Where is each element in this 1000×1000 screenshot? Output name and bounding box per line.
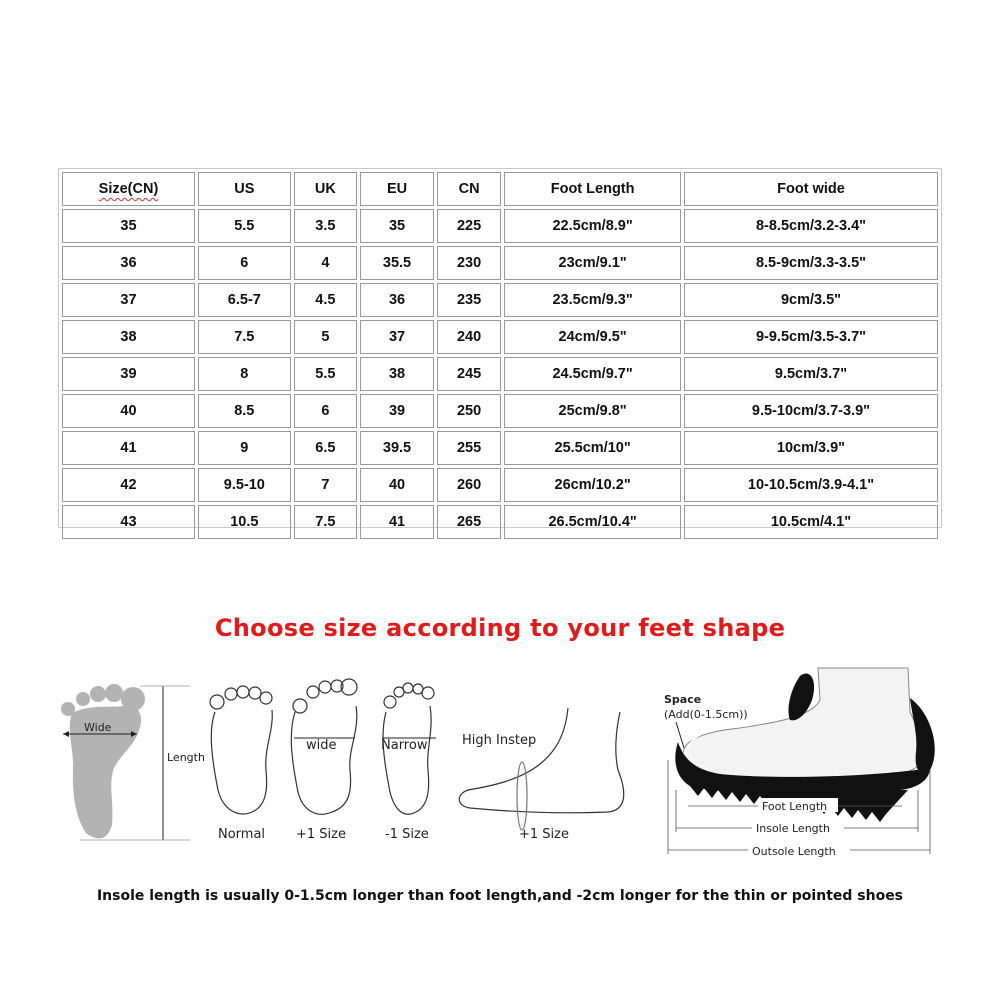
narrow-toe-3	[403, 683, 413, 693]
cell-foot-wide: 9-9.5cm/3.5-3.7"	[684, 320, 938, 354]
cell-uk: 7	[294, 468, 357, 502]
foot-length-label: Foot Length	[762, 800, 828, 813]
wide-toe-1	[293, 699, 307, 713]
cell-size-cn: 36	[62, 246, 195, 280]
table-row	[62, 431, 938, 465]
cell-foot-wide: 9.5cm/3.7"	[684, 357, 938, 391]
cell-foot-length: 25.5cm/10"	[504, 431, 681, 465]
cell-uk: 6.5	[294, 431, 357, 465]
toe-5	[121, 687, 145, 711]
length-label: Length	[167, 751, 205, 764]
table-row	[62, 468, 938, 502]
cell-cn: 225	[437, 209, 501, 243]
cell-foot-wide: 9cm/3.5"	[684, 283, 938, 317]
cell-cn: 240	[437, 320, 501, 354]
cell-size-cn: 40	[62, 394, 195, 428]
insole-length-note: Insole length is usually 0-1.5cm longer than foot length,and -2cm longer for the thin or pointed shoes	[96, 888, 904, 904]
cell-foot-wide: 10.5cm/4.1"	[684, 505, 938, 539]
normal-toe-5	[260, 692, 272, 704]
narrow-toe-1	[384, 696, 396, 708]
cell-eu: 39.5	[360, 431, 434, 465]
cell-uk: 7.5	[294, 505, 357, 539]
cell-foot-wide: 9.5-10cm/3.7-3.9"	[684, 394, 938, 428]
normal-toe-4	[249, 687, 261, 699]
toe-1	[61, 702, 75, 716]
wide-toe-3	[319, 681, 331, 693]
cell-eu: 38	[360, 357, 434, 391]
normal-toe-3	[237, 686, 249, 698]
table-header-row	[62, 172, 938, 206]
cell-cn: 265	[437, 505, 501, 539]
insole-length-label: Insole Length	[756, 822, 830, 835]
normal-toe-2	[225, 688, 237, 700]
cell-foot-wide: 8.5-9cm/3.3-3.5"	[684, 246, 938, 280]
toe-4	[105, 684, 123, 702]
table-row	[62, 246, 938, 280]
cell-eu: 39	[360, 394, 434, 428]
header-cn: CN	[437, 172, 501, 206]
toe-2	[76, 692, 90, 706]
cell-us: 8.5	[198, 394, 291, 428]
header-foot-length: Foot Length	[504, 172, 681, 206]
header-foot-wide: Foot wide	[684, 172, 938, 206]
minus-one-size-label: -1 Size	[385, 827, 429, 842]
cell-cn: 230	[437, 246, 501, 280]
cell-size-cn: 39	[62, 357, 195, 391]
cell-cn: 245	[437, 357, 501, 391]
cell-eu: 35.5	[360, 246, 434, 280]
normal-foot-outline	[210, 686, 272, 814]
cell-uk: 6	[294, 394, 357, 428]
cell-uk: 3.5	[294, 209, 357, 243]
foot-shape-diagram	[0, 660, 1000, 870]
cell-uk: 5	[294, 320, 357, 354]
cell-foot-length: 26.5cm/10.4"	[504, 505, 681, 539]
narrow-foot-label: Narrow	[381, 738, 428, 753]
narrow-foot-sole	[383, 706, 431, 814]
wide-foot-sole	[291, 706, 357, 814]
cell-eu: 36	[360, 283, 434, 317]
cell-us: 6	[198, 246, 291, 280]
cell-foot-length: 24.5cm/9.7"	[504, 357, 681, 391]
cell-foot-length: 22.5cm/8.9"	[504, 209, 681, 243]
cell-cn: 235	[437, 283, 501, 317]
wide-toe-2	[307, 686, 319, 698]
cell-size-cn: 35	[62, 209, 195, 243]
cell-cn: 255	[437, 431, 501, 465]
cell-uk: 5.5	[294, 357, 357, 391]
high-instep-foot	[459, 708, 623, 830]
narrow-toe-5	[422, 687, 434, 699]
toe-3	[90, 686, 106, 702]
cell-us: 10.5	[198, 505, 291, 539]
wide-foot-label: wide	[306, 738, 337, 753]
table-row	[62, 357, 938, 391]
cell-foot-wide: 10cm/3.9"	[684, 431, 938, 465]
space-label: Space	[664, 693, 702, 706]
cell-foot-length: 25cm/9.8"	[504, 394, 681, 428]
plus-one-size-label: +1 Size	[296, 827, 346, 842]
cell-us: 7.5	[198, 320, 291, 354]
instep-plus-one-label: +1 Size	[519, 827, 569, 842]
high-instep-label: High Instep	[462, 733, 537, 748]
footprint-illustration	[61, 684, 205, 840]
header-us: US	[198, 172, 291, 206]
table-row	[62, 320, 938, 354]
cell-uk: 4	[294, 246, 357, 280]
instep-measure	[517, 762, 527, 830]
normal-label: Normal	[218, 827, 266, 842]
cell-cn: 250	[437, 394, 501, 428]
cell-eu: 35	[360, 209, 434, 243]
header-eu: EU	[360, 172, 434, 206]
normal-toe-1	[210, 695, 224, 709]
instep-foot-outline	[459, 708, 623, 813]
cell-us: 9.5-10	[198, 468, 291, 502]
size-guide-heading: Choose size according to your feet shape	[214, 614, 786, 642]
cell-eu: 40	[360, 468, 434, 502]
cell-foot-wide: 10-10.5cm/3.9-4.1"	[684, 468, 938, 502]
cell-size-cn: 38	[62, 320, 195, 354]
cell-us: 6.5-7	[198, 283, 291, 317]
table-row	[62, 283, 938, 317]
cell-eu: 37	[360, 320, 434, 354]
cell-us: 5.5	[198, 209, 291, 243]
cell-size-cn: 37	[62, 283, 195, 317]
cell-foot-length: 24cm/9.5"	[504, 320, 681, 354]
size-chart	[59, 169, 941, 542]
cell-size-cn: 43	[62, 505, 195, 539]
cell-foot-length: 26cm/10.2"	[504, 468, 681, 502]
cell-cn: 260	[437, 468, 501, 502]
cell-foot-length: 23cm/9.1"	[504, 246, 681, 280]
table-row	[62, 505, 938, 539]
cell-foot-wide: 8-8.5cm/3.2-3.4"	[684, 209, 938, 243]
space-pointer	[676, 722, 684, 748]
table-row	[62, 394, 938, 428]
cell-us: 8	[198, 357, 291, 391]
cell-size-cn: 41	[62, 431, 195, 465]
normal-foot-sole	[211, 710, 272, 814]
cell-us: 9	[198, 431, 291, 465]
header-size-cn: Size(CN)	[62, 172, 195, 206]
shoe-cross-section	[664, 668, 935, 858]
space-add-label: (Add(0-1.5cm))	[664, 708, 748, 721]
table-body	[62, 209, 938, 539]
cell-foot-length: 23.5cm/9.3"	[504, 283, 681, 317]
cell-uk: 4.5	[294, 283, 357, 317]
header-uk: UK	[294, 172, 357, 206]
outsole-length-label: Outsole Length	[752, 845, 836, 858]
cell-eu: 41	[360, 505, 434, 539]
size-table	[58, 168, 942, 528]
cell-size-cn: 42	[62, 468, 195, 502]
table-row	[62, 209, 938, 243]
wide-label: Wide	[84, 721, 112, 734]
